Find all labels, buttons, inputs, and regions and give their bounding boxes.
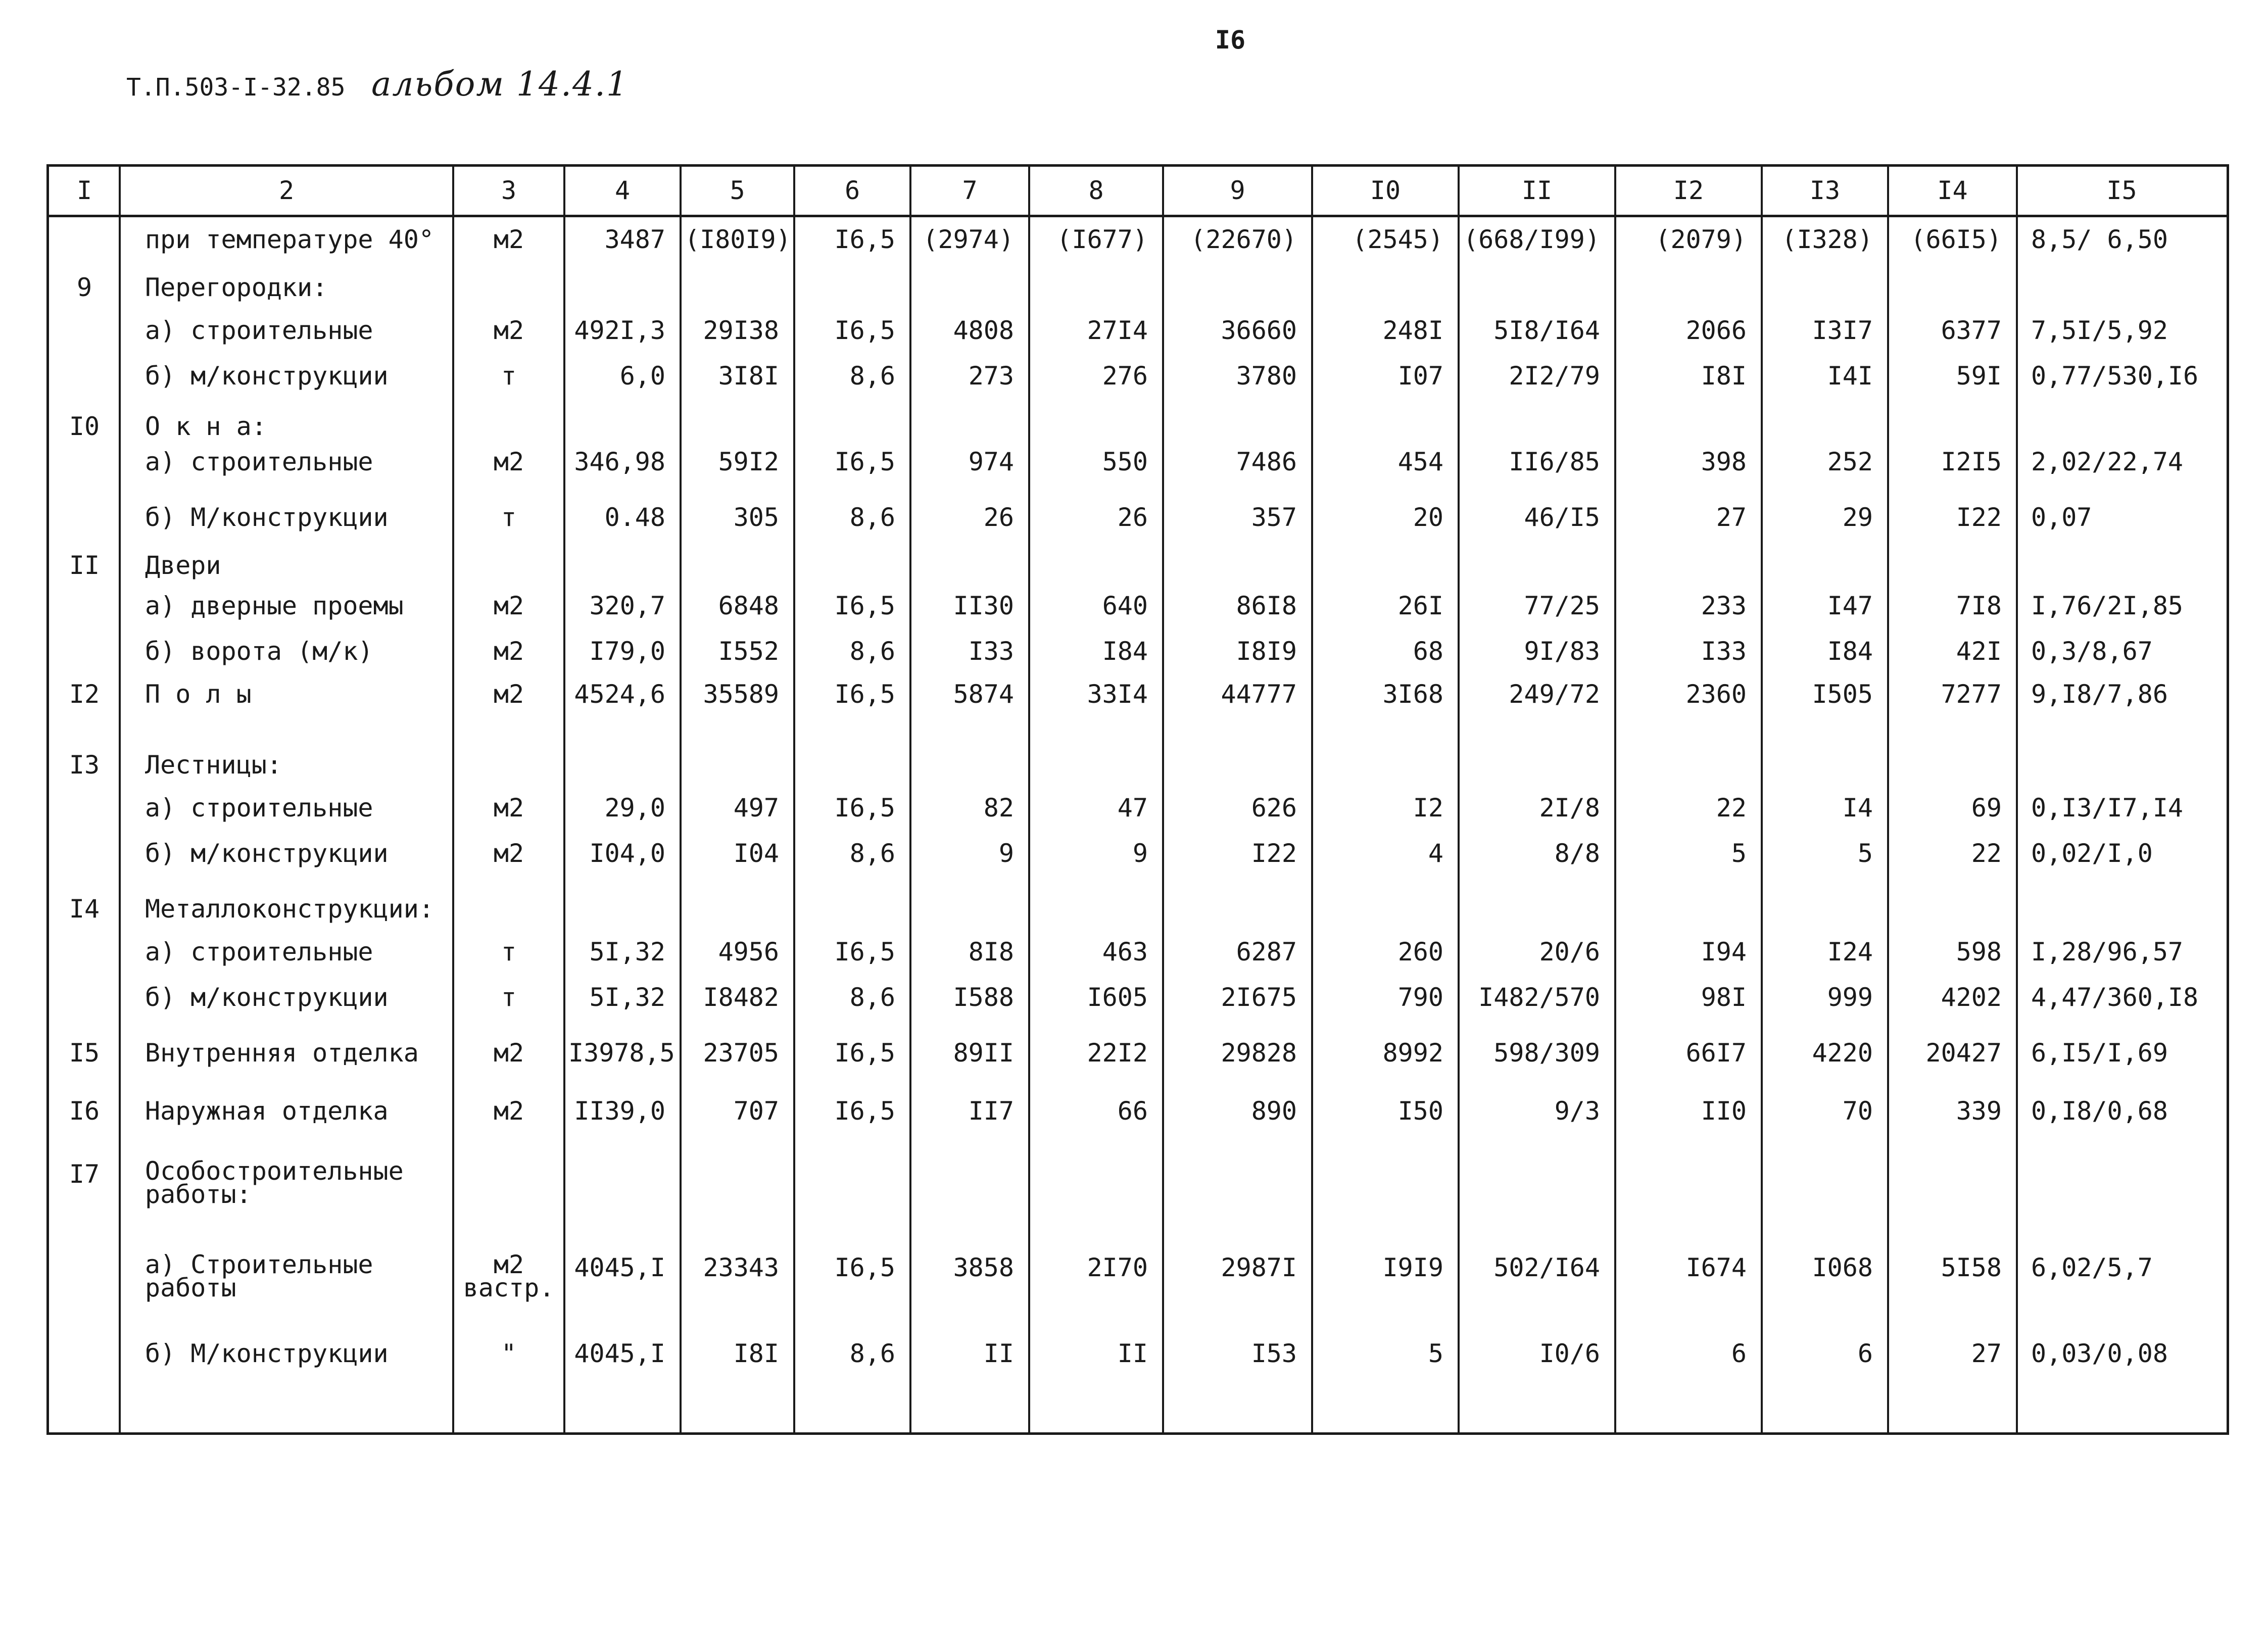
handwritten-note: альбом 14.4.1 [371, 65, 629, 104]
value-cell: 4524,6 [574, 680, 665, 709]
value-cell: 398 [1701, 447, 1747, 476]
value-cell: I79,0 [589, 637, 665, 666]
unit: т [501, 361, 517, 391]
unit: " [501, 1339, 517, 1368]
value-cell: 6377 [1941, 316, 2002, 345]
value-cell: 8I8 [968, 937, 1014, 967]
work-item-name: О к н а: [145, 412, 267, 441]
value-cell: I22 [1251, 839, 1297, 868]
row-number: I7 [69, 1160, 100, 1189]
value-cell: 20427 [1925, 1038, 2002, 1068]
row-number: I2 [69, 680, 100, 709]
value-cell: 6,I5/I,69 [2031, 1038, 2168, 1068]
value-cell: 59I [1956, 361, 2002, 391]
column-header: 5 [730, 176, 745, 205]
value-cell: 3487 [604, 225, 665, 254]
value-cell: I3I7 [1812, 316, 1873, 345]
value-cell: I482/570 [1478, 983, 1600, 1012]
row-number: I5 [69, 1038, 100, 1068]
column-divider [793, 167, 795, 1432]
value-cell: 46/I5 [1524, 503, 1600, 532]
data-table [46, 164, 2229, 1435]
value-cell: I2 [1413, 793, 1443, 823]
work-item-name: Двери [145, 551, 221, 580]
value-cell: 8,6 [849, 503, 895, 532]
column-divider [1614, 167, 1616, 1432]
value-cell: 26I [1397, 591, 1443, 620]
value-cell: 35589 [703, 680, 779, 709]
value-cell: 5874 [953, 680, 1014, 709]
value-cell: I50 [1397, 1096, 1443, 1126]
value-cell: 276 [1102, 361, 1148, 391]
value-cell: I6,5 [834, 937, 895, 967]
value-cell: 3858 [953, 1253, 1014, 1282]
column-divider [909, 167, 911, 1432]
value-cell: I6,5 [834, 1253, 895, 1282]
work-item-name: Перегородки: [145, 273, 328, 302]
value-cell: I505 [1812, 680, 1873, 709]
work-item-name: а) строительные [145, 793, 373, 823]
column-divider [119, 167, 121, 1432]
work-item-name: б) М/конструкции [145, 1339, 389, 1368]
value-cell: 974 [968, 447, 1014, 476]
value-cell: I6,5 [834, 316, 895, 345]
value-cell: 22I2 [1087, 1038, 1148, 1068]
work-item-name: при температуре 40° [145, 225, 434, 254]
column-divider [563, 167, 565, 1432]
value-cell: 0,03/0,08 [2031, 1339, 2168, 1368]
value-cell: 7277 [1941, 680, 2002, 709]
unit: м2 [493, 447, 524, 476]
value-cell: 77/25 [1524, 591, 1600, 620]
value-cell: 233 [1701, 591, 1747, 620]
value-cell: 0,77/530,I6 [2031, 361, 2199, 391]
value-cell: 6,02/5,7 [2031, 1253, 2153, 1282]
value-cell: II39,0 [574, 1096, 665, 1126]
value-cell: 8,6 [849, 983, 895, 1012]
value-cell: I33 [1701, 637, 1747, 666]
unit: м2 вастр. [463, 1250, 555, 1302]
value-cell: 640 [1102, 591, 1148, 620]
value-cell: I3978,5 [568, 1038, 675, 1068]
value-cell: 707 [733, 1096, 779, 1126]
value-cell: II0 [1701, 1096, 1747, 1126]
column-divider [452, 167, 454, 1432]
column-divider [1458, 167, 1460, 1432]
value-cell: 248I [1382, 316, 1443, 345]
value-cell: 7486 [1236, 447, 1297, 476]
value-cell: I4 [1842, 793, 1873, 823]
value-cell: I53 [1251, 1339, 1297, 1368]
column-divider [2016, 167, 2018, 1432]
value-cell: 59I2 [718, 447, 779, 476]
page-number: I6 [1215, 25, 1246, 55]
value-cell: 2,02/22,74 [2031, 447, 2184, 476]
value-cell: 4808 [953, 316, 1014, 345]
value-cell: 68 [1413, 637, 1443, 666]
value-cell: 70 [1842, 1096, 1873, 1126]
value-cell: 7I8 [1956, 591, 2002, 620]
column-header: I0 [1370, 176, 1401, 205]
work-item-name: Внутренняя отделка [145, 1038, 419, 1068]
column-divider [1028, 167, 1030, 1432]
value-cell: 20/6 [1539, 937, 1600, 967]
work-item-name: б) м/конструкции [145, 839, 389, 868]
work-item-name: а) дверные проемы [145, 591, 404, 620]
value-cell: 5 [1428, 1339, 1443, 1368]
value-cell: 36660 [1221, 316, 1297, 345]
row-number: I0 [69, 412, 100, 441]
value-cell: 44777 [1221, 680, 1297, 709]
value-cell: 8,6 [849, 637, 895, 666]
value-cell: 9I/83 [1524, 637, 1600, 666]
column-header: 9 [1230, 176, 1245, 205]
value-cell: I8I9 [1236, 637, 1297, 666]
unit: м2 [493, 591, 524, 620]
value-cell: 2I/8 [1539, 793, 1600, 823]
value-cell: 8,6 [849, 361, 895, 391]
row-number: I3 [69, 750, 100, 780]
value-cell: I8482 [703, 983, 779, 1012]
value-cell: II [983, 1339, 1014, 1368]
value-cell: 598 [1956, 937, 2002, 967]
value-cell: 4 [1428, 839, 1443, 868]
work-item-name: б) М/конструкции [145, 503, 389, 532]
value-cell: (22670) [1190, 225, 1297, 254]
value-cell: I2I5 [1941, 447, 2002, 476]
value-cell: 3I68 [1382, 680, 1443, 709]
document-code: Т.П.503-I-32.85 [126, 73, 346, 102]
value-cell: 86I8 [1236, 591, 1297, 620]
value-cell: 8,6 [849, 839, 895, 868]
value-cell: 29I38 [703, 316, 779, 345]
unit: м2 [493, 1038, 524, 1068]
row-number: 9 [76, 273, 92, 302]
value-cell: I674 [1685, 1253, 1747, 1282]
value-cell: 6848 [718, 591, 779, 620]
work-item-name: а) строительные [145, 316, 373, 345]
work-item-name: Особостроительные работы: [145, 1156, 404, 1209]
column-header: 6 [844, 176, 860, 205]
value-cell: I47 [1827, 591, 1873, 620]
value-cell: 4956 [718, 937, 779, 967]
value-cell: (I328) [1781, 225, 1873, 254]
row-number: I6 [69, 1096, 100, 1126]
value-cell: 8,5/ 6,50 [2031, 225, 2168, 254]
value-cell: 273 [968, 361, 1014, 391]
value-cell: I84 [1102, 637, 1148, 666]
work-item-name: б) м/конструкции [145, 361, 389, 391]
value-cell: 2I2/79 [1509, 361, 1600, 391]
value-cell: 0,07 [2031, 503, 2092, 532]
value-cell: 23343 [703, 1253, 779, 1282]
value-cell: 9,I8/7,86 [2031, 680, 2168, 709]
value-cell: 790 [1397, 983, 1443, 1012]
value-cell: 4045,I [574, 1253, 665, 1282]
value-cell: 2987I [1221, 1253, 1297, 1282]
column-header: I5 [2106, 176, 2137, 205]
value-cell: I8I [1701, 361, 1747, 391]
value-cell: 9 [998, 839, 1014, 868]
value-cell: 29,0 [604, 793, 665, 823]
value-cell: I6,5 [834, 1038, 895, 1068]
value-cell: 890 [1251, 1096, 1297, 1126]
value-cell: I04 [733, 839, 779, 868]
column-header: I4 [1937, 176, 1968, 205]
value-cell: 3780 [1236, 361, 1297, 391]
value-cell: 497 [733, 793, 779, 823]
value-cell: 26 [983, 503, 1014, 532]
work-item-name: а) строительные [145, 937, 373, 967]
value-cell: 98I [1701, 983, 1747, 1012]
value-cell: 27 [1716, 503, 1747, 532]
value-cell: 2066 [1685, 316, 1747, 345]
value-cell: 29828 [1221, 1038, 1297, 1068]
row-number: I4 [69, 894, 100, 924]
value-cell: 27I4 [1087, 316, 1148, 345]
value-cell: 0,3/8,67 [2031, 637, 2153, 666]
row-number: II [69, 551, 100, 580]
value-cell: (I80I9) [685, 225, 791, 254]
value-cell: 5 [1731, 839, 1747, 868]
value-cell: I24 [1827, 937, 1873, 967]
value-cell: 22 [1971, 839, 2002, 868]
value-cell: 305 [733, 503, 779, 532]
unit: м2 [493, 1096, 524, 1126]
value-cell: I33 [968, 637, 1014, 666]
value-cell: I0/6 [1539, 1339, 1600, 1368]
value-cell: 2I70 [1087, 1253, 1148, 1282]
unit: м2 [493, 680, 524, 709]
value-cell: 0,I8/0,68 [2031, 1096, 2168, 1126]
value-cell: (I677) [1056, 225, 1148, 254]
value-cell: 249/72 [1509, 680, 1600, 709]
value-cell: I605 [1087, 983, 1148, 1012]
value-cell: 5 [1857, 839, 1873, 868]
column-header: I2 [1673, 176, 1704, 205]
value-cell: 999 [1827, 983, 1873, 1012]
value-cell: 492I,3 [574, 316, 665, 345]
value-cell: 23705 [703, 1038, 779, 1068]
value-cell: 69 [1971, 793, 2002, 823]
value-cell: I07 [1397, 361, 1443, 391]
value-cell: 357 [1251, 503, 1297, 532]
value-cell: I6,5 [834, 225, 895, 254]
column-header: 4 [614, 176, 631, 205]
value-cell: 89II [953, 1038, 1014, 1068]
value-cell: II6/85 [1509, 447, 1600, 476]
value-cell: 6 [1857, 1339, 1873, 1368]
value-cell: I9I9 [1382, 1253, 1443, 1282]
column-divider [1887, 167, 1889, 1432]
value-cell: I6,5 [834, 591, 895, 620]
value-cell: 8992 [1382, 1038, 1443, 1068]
value-cell: 502/I64 [1493, 1253, 1600, 1282]
value-cell: 9 [1132, 839, 1148, 868]
value-cell: 47 [1117, 793, 1148, 823]
value-cell: II7 [968, 1096, 1014, 1126]
value-cell: 26 [1117, 503, 1148, 532]
column-header: 2 [278, 176, 295, 205]
value-cell: 0,I3/I7,I4 [2031, 793, 2184, 823]
work-item-name: П о л ы [145, 680, 252, 709]
value-cell: 598/309 [1493, 1038, 1600, 1068]
value-cell: I84 [1827, 637, 1873, 666]
column-header: II [1521, 176, 1553, 205]
value-cell: II30 [953, 591, 1014, 620]
value-cell: I6,5 [834, 793, 895, 823]
value-cell: I6,5 [834, 447, 895, 476]
value-cell: I6,5 [834, 680, 895, 709]
value-cell: (2079) [1655, 225, 1747, 254]
work-item-name: а) Строительные работы [145, 1250, 373, 1302]
value-cell: 33I4 [1087, 680, 1148, 709]
value-cell: 2I675 [1221, 983, 1297, 1012]
work-item-name: а) строительные [145, 447, 373, 476]
value-cell: 8,6 [849, 1339, 895, 1368]
value-cell: 20 [1413, 503, 1443, 532]
column-header: 3 [501, 176, 517, 205]
value-cell: 0,02/I,0 [2031, 839, 2153, 868]
value-cell: I6,5 [834, 1096, 895, 1126]
value-cell: 6 [1731, 1339, 1747, 1368]
value-cell: I22 [1956, 503, 2002, 532]
work-item-name: б) м/конструкции [145, 983, 389, 1012]
unit: м2 [493, 793, 524, 823]
value-cell: 82 [983, 793, 1014, 823]
value-cell: II [1117, 1339, 1148, 1368]
value-cell: I552 [718, 637, 779, 666]
value-cell: 463 [1102, 937, 1148, 967]
column-header: I [76, 176, 92, 205]
value-cell: (2974) [923, 225, 1014, 254]
value-cell: (2545) [1352, 225, 1443, 254]
value-cell: 6287 [1236, 937, 1297, 967]
value-cell: 0.48 [604, 503, 665, 532]
unit: м2 [493, 316, 524, 345]
value-cell: 29 [1842, 503, 1873, 532]
value-cell: 3I8I [718, 361, 779, 391]
unit: м2 [493, 839, 524, 868]
value-cell: 339 [1956, 1096, 2002, 1126]
value-cell: 66I7 [1685, 1038, 1747, 1068]
value-cell: (66I5) [1910, 225, 2002, 254]
value-cell: 5I,32 [589, 937, 665, 967]
value-cell: 626 [1251, 793, 1297, 823]
work-item-name: Наружная отделка [145, 1096, 389, 1126]
value-cell: I068 [1812, 1253, 1873, 1282]
value-cell: 320,7 [589, 591, 665, 620]
column-divider [680, 167, 682, 1432]
unit: т [501, 983, 517, 1012]
column-divider [1761, 167, 1763, 1432]
work-item-name: б) ворота (м/к) [145, 637, 373, 666]
value-cell: 252 [1827, 447, 1873, 476]
unit: м2 [493, 225, 524, 254]
value-cell: I,76/2I,85 [2031, 591, 2184, 620]
unit: т [501, 503, 517, 532]
value-cell: I588 [953, 983, 1014, 1012]
column-divider [1311, 167, 1313, 1432]
unit: т [501, 937, 517, 967]
unit: м2 [493, 637, 524, 666]
work-item-name: Металлоконструкции: [145, 894, 434, 924]
value-cell: 346,98 [574, 447, 665, 476]
column-header: 7 [962, 176, 978, 205]
table-header [49, 167, 2227, 217]
value-cell: 7,5I/5,92 [2031, 316, 2168, 345]
value-cell: I8I [733, 1339, 779, 1368]
value-cell: 454 [1397, 447, 1443, 476]
value-cell: I,28/96,57 [2031, 937, 2184, 967]
value-cell: 4202 [1941, 983, 2002, 1012]
value-cell: 5I58 [1941, 1253, 2002, 1282]
value-cell: 4,47/360,I8 [2031, 983, 2199, 1012]
value-cell: 66 [1117, 1096, 1148, 1126]
value-cell: 9/3 [1554, 1096, 1600, 1126]
value-cell: 22 [1716, 793, 1747, 823]
value-cell: 8/8 [1554, 839, 1600, 868]
value-cell: 550 [1102, 447, 1148, 476]
value-cell: 260 [1397, 937, 1443, 967]
value-cell: I94 [1701, 937, 1747, 967]
value-cell: I04,0 [589, 839, 665, 868]
value-cell: 42I [1956, 637, 2002, 666]
column-header: I3 [1809, 176, 1841, 205]
value-cell: 2360 [1685, 680, 1747, 709]
value-cell: 5I,32 [589, 983, 665, 1012]
value-cell: 6,0 [619, 361, 665, 391]
column-divider [1162, 167, 1164, 1432]
value-cell: 27 [1971, 1339, 2002, 1368]
work-item-name: Лестницы: [145, 750, 282, 780]
value-cell: 5I8/I64 [1493, 316, 1600, 345]
value-cell: I4I [1827, 361, 1873, 391]
value-cell: (668/I99) [1463, 225, 1600, 254]
value-cell: 4045,I [574, 1339, 665, 1368]
column-header: 8 [1088, 176, 1104, 205]
value-cell: 4220 [1812, 1038, 1873, 1068]
